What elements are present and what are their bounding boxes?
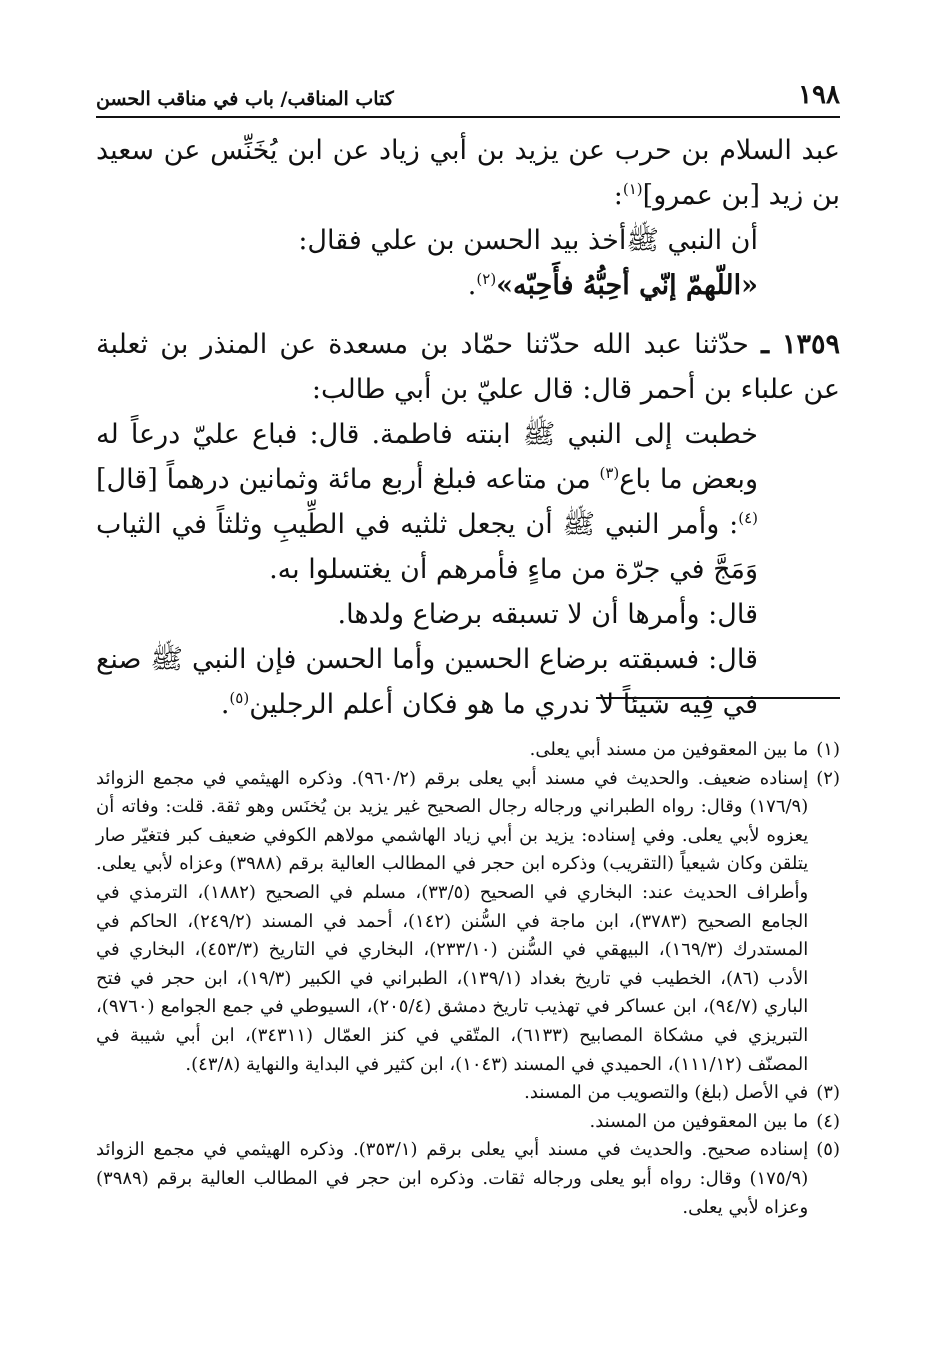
matn-text: من متاعه فبلغ أربع مائة وثمانين درهماً [قال] bbox=[96, 464, 591, 495]
punctuation: . bbox=[220, 689, 230, 720]
isnad-paragraph bbox=[96, 128, 840, 218]
isnad-text: عبد السلام بن حرب عن يزيد بن أبي زياد عن ابن يُخَنِّس عن سعيد بن زيد [بن عمرو] bbox=[96, 135, 840, 211]
hadith-number: ١٣٥٩ ـ bbox=[761, 329, 840, 360]
footnote-text: ما بين المعقوفين من المسند. bbox=[589, 1110, 809, 1132]
matn-text: قال: فسبقته برضاع الحسين وأما الحسن فإن النبي ﷺ صنع في فِيه شيئاً لا ندري ما هو فكان أعلم الرجلين bbox=[96, 644, 758, 720]
page-number: ١٩٨ bbox=[798, 80, 840, 110]
footnote-number: (٢) bbox=[816, 767, 840, 789]
footnote-separator bbox=[596, 697, 840, 699]
footnote-number: (٣) bbox=[816, 1082, 840, 1104]
footnote bbox=[96, 736, 840, 765]
footnote-ref: (٤) bbox=[738, 509, 758, 527]
footnote-number: (٥) bbox=[816, 1139, 840, 1161]
footnote-text: إسناده ضعيف. والحديث في مسند أبي يعلى برقم (٩٦٠/٢). وذكره الهيثمي في مجمع الزوائد (١٧٦/٩) وقال: رواه الطبراني ورجاله رجال الصحيح غير يزيد بن يُخنَس وهو ثقة. قلت: وفاته أن يعزوه لأبي يعلى. وفي إسناده: يزيد بن أبي زياد الهاشمي مولاهم الكوفي ضعيف كبر فتغيّر صار يتلقن وكان شيعياً (التقريب) وذكره ابن حجر في المطالب العالية برقم (٣٩٨٨) وعزاه لأبي يعلى. وأطراف الحديث عند: البخاري في الصحيح (٣٣/٥)، مسلم في الصحيح (١٨٨٢)، الترمذي في الجامع الصحيح (٣٧٨٣)، ابن ماجة في السُّنن (١٤٢)، أحمد في المسند (٢٤٩/٢)، الحاكم في المستدرك (١٦٩/٣)، البيهقي في السُّنن (٢٣٣/١٠)، البخاري في التاريخ (٤٥٣/٣)، البخاري في الأدب (٨٦)، الخطيب في تاريخ بغداد (١٣٩/١)، الطبراني في الكبير (١٩/٣)، ابن حجر في فتح الباري (٩٤/٧)، ابن عساكر في تهذيب تاريخ دمشق (٢٠٥/٤)، السيوطي في جمع الجوامع (٩٧٦٠)، التبريزي في مشكاة المصابيح (٦١٣٣)، المتّقي في كنز العمّال (٣٤٣١١)، ابن أبي شيبة في المصنّف (١١١/١٢)، الحميدي في المسند (١٠٤٣)، ابن كثير في البداية والنهاية (٤٣/٨). bbox=[96, 767, 809, 1075]
footnote-text: ما بين المعقوفين من مسند أبي يعلى. bbox=[529, 739, 809, 760]
main-text bbox=[96, 128, 840, 727]
matn-paragraph bbox=[96, 592, 840, 637]
footnote-ref: (٣) bbox=[599, 464, 620, 482]
footnote-number: (٤) bbox=[816, 1110, 840, 1132]
matn-text: قال: وأمرها أن لا تسبقه برضاع ولدها. bbox=[337, 599, 758, 630]
matn-text: : وأمر النبي ﷺ أن يجعل ثلثيه في الطِّيبِ وثلثاً في الثياب وَمَجَّ في جرّة من ماءٍ فأمرهم أن يغتسلوا به. bbox=[96, 509, 758, 585]
punctuation: . bbox=[467, 270, 477, 301]
dua-paragraph bbox=[96, 263, 840, 308]
matn-text: أن النبي ﷺأخذ بيد الحسن بن علي فقال: bbox=[298, 225, 758, 256]
footnote-text: إسناده صحيح. والحديث في مسند أبي يعلى برقم (٣٥٣/١). وذكره الهيثمي في مجمع الزوائد (١٧٥/٩) وقال: رواه أبو يعلى ورجاله ثقات. وذكره ابن حجر في المطالب العالية برقم (٣٩٨٩) وعزاه لأبي يعلى. bbox=[96, 1139, 809, 1218]
footnote bbox=[96, 765, 840, 1080]
page-header bbox=[96, 72, 840, 118]
hadith-paragraph bbox=[96, 322, 840, 412]
matn-paragraph bbox=[96, 218, 840, 263]
footnote-ref: (٢) bbox=[476, 270, 497, 288]
matn-text: خطبت إلى النبي ﷺ ابنته فاطمة. قال: فباع عليّ درعاً له وبعض ما باع bbox=[96, 419, 758, 495]
footnote-number: (١) bbox=[816, 739, 840, 760]
running-title: كتاب المناقب/ باب في مناقب الحسن bbox=[96, 88, 394, 110]
footnote-text: في الأصل (بلغ) والتصويب من المسند. bbox=[524, 1082, 809, 1104]
dua-text: «اللّهمّ إنّي أحِبُّهُ فأَحِبّه» bbox=[496, 270, 758, 301]
footnotes bbox=[96, 736, 840, 1222]
matn-paragraph bbox=[96, 637, 840, 727]
matn-paragraph bbox=[96, 412, 840, 592]
footnote bbox=[96, 1079, 840, 1108]
footnote-ref: (٥) bbox=[229, 689, 250, 707]
punctuation: : bbox=[613, 180, 623, 211]
isnad-text: حدّثنا عبد الله حدّثنا حمّاد بن مسعدة عن المنذر بن ثعلبة عن علباء بن أحمر قال: قال عليّ بن أبي طالب: bbox=[96, 329, 840, 405]
footnote-ref: (١) bbox=[622, 180, 643, 198]
footnote bbox=[96, 1108, 840, 1137]
footnote bbox=[96, 1136, 840, 1222]
